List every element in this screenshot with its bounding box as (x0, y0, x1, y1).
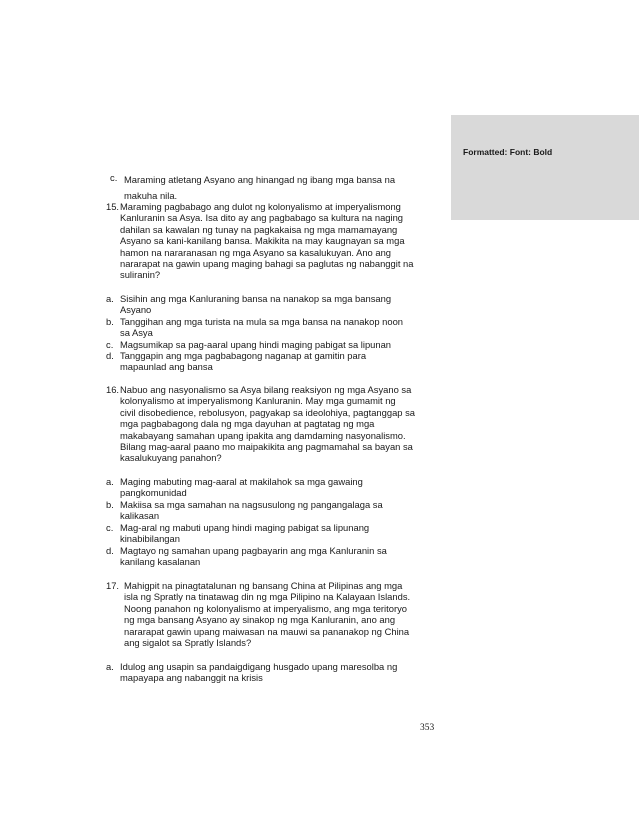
text-line: makabayang samahan upang ipakita ang damdaming nasyonalismo. (120, 429, 406, 441)
text-line: kalikasan (120, 510, 160, 522)
text-line: kanilang kasalanan (120, 556, 201, 568)
answer-option (120, 522, 369, 545)
text-line: Bilang mag-aaral paano mo maipakikita ang pagmamahal sa bayan sa (120, 441, 413, 453)
comment-balloon[interactable] (451, 115, 639, 220)
text-line: suliranin? (120, 269, 161, 281)
question-15 (120, 201, 413, 281)
answer-option (120, 545, 387, 568)
text-line: Nabuo ang nasyonalismo sa Asya bilang reaksiyon ng mga Asyano sa (120, 384, 412, 395)
text-line: mapayapa ang nabanggit na krisis (120, 672, 263, 684)
question-number: 16. (106, 384, 120, 395)
text-line: kasalukuyang panahon? (120, 452, 222, 464)
page-number: 353 (420, 723, 435, 733)
text-line: makuha nila. (124, 190, 178, 201)
question-number: 15. (106, 201, 120, 212)
text-line: pangkomunidad (120, 487, 187, 499)
text-line: ang sigalot sa Spratly Islands? (124, 637, 252, 649)
text-line: nararapat gawin upang maiwasan na mauwi sa pananakop ng China (124, 625, 410, 637)
option-marker: a. (106, 293, 114, 304)
text-line: mga pagbabagong dala ng mga dayuhan at pagtatag ng mga (120, 418, 375, 430)
text-line: mapaunlad ang bansa (120, 361, 213, 373)
question-number: 17. (106, 580, 120, 591)
text-line: Sisihin ang mga Kanluraning bansa na nanakop sa mga bansang (120, 293, 392, 304)
text-line: Tanggihan ang mga turista na mula sa mga bansa na nanakop noon (120, 316, 404, 327)
text-line: nararapat na gawin upang maging bahagi sa paglutas ng nabanggit na (120, 258, 414, 270)
option-marker: d. (106, 350, 114, 361)
text-line: kolonyalismo at imperyalismong Kanluranin. May mga gumamit ng (120, 395, 396, 407)
option-marker: c. (106, 522, 114, 533)
answer-option (124, 172, 395, 204)
text-line: dahilan sa kawalan ng tunay na pagkakaisa ng mga mamamayang (120, 223, 398, 235)
question-16 (120, 384, 415, 464)
text-line: Noong panahon ng kolonyalismo at imperyalismo, ang mga teritoryo (124, 602, 407, 614)
text-line: Magtayo ng samahan upang pagbayarin ang mga Kanluranin sa (120, 545, 387, 556)
text-line: Tanggapin ang mga pagbabagong naganap at gamitin para (120, 350, 367, 361)
option-marker: b. (106, 316, 114, 327)
text-line: Maraming atletang Asyano ang hinangad ng ibang mga bansa na (124, 174, 396, 185)
answer-option (120, 293, 391, 316)
text-line: Maging mabuting mag-aaral at makilahok sa mga gawaing (120, 476, 363, 487)
text-line: Makiisa sa mga samahan na nagsusulong ng pangangalaga sa (120, 499, 383, 510)
text-line: Kanluranin sa Asya. Isa dito ay ang pagbabago sa kultura na naging (120, 212, 404, 224)
text-line: hamon na nararanasan ng mga Asyano sa kasalukuyan. Ano ang (120, 246, 392, 258)
option-marker: d. (106, 545, 114, 556)
answer-option (120, 661, 397, 684)
answer-option (120, 476, 363, 499)
text-line: ng mga bansang Asyano ay sinakop ng mga Kanluranin, ano ang (124, 614, 396, 626)
question-17 (124, 580, 410, 648)
text-line: sa Asya (120, 327, 153, 339)
text-line: kinabibilangan (120, 533, 180, 545)
option-marker: a. (106, 661, 114, 672)
option-marker: c. (106, 339, 114, 350)
text-line: Asyano sa kani-kanilang bansa. Makikita na may kaugnayan sa mga (120, 235, 405, 247)
item-marker: c. (110, 172, 118, 183)
answer-option (120, 316, 403, 339)
text-line: Mag-aral ng mabuti upang hindi maging pabigat sa lipunang (120, 522, 370, 533)
text-line: Idulog ang usapin sa pandaigdigang husgado upang maresolba ng (120, 661, 398, 672)
answer-option (120, 339, 391, 350)
answer-option (120, 499, 383, 522)
text-line: Maraming pagbabago ang dulot ng kolonyalismo at imperyalismong (120, 201, 401, 212)
text-line: Asyano (120, 304, 152, 316)
text-line: Magsumikap sa pag-aaral upang hindi maging pabigat sa lipunan (120, 339, 392, 350)
text-line: isla ng Spratly na tinatawag din ng mga Pilipino na Kalayaan Islands. (124, 591, 411, 603)
comment-label: Formatted: Font: Bold (463, 147, 553, 157)
text-line: civil disobedience, rebolusyon, pagyakap sa ideolohiya, pagtanggap sa (120, 406, 415, 418)
text-line: Mahigpit na pinagtatalunan ng bansang China at Pilipinas ang mga (124, 580, 403, 591)
answer-option (120, 350, 366, 373)
option-marker: a. (106, 476, 114, 487)
option-marker: b. (106, 499, 114, 510)
